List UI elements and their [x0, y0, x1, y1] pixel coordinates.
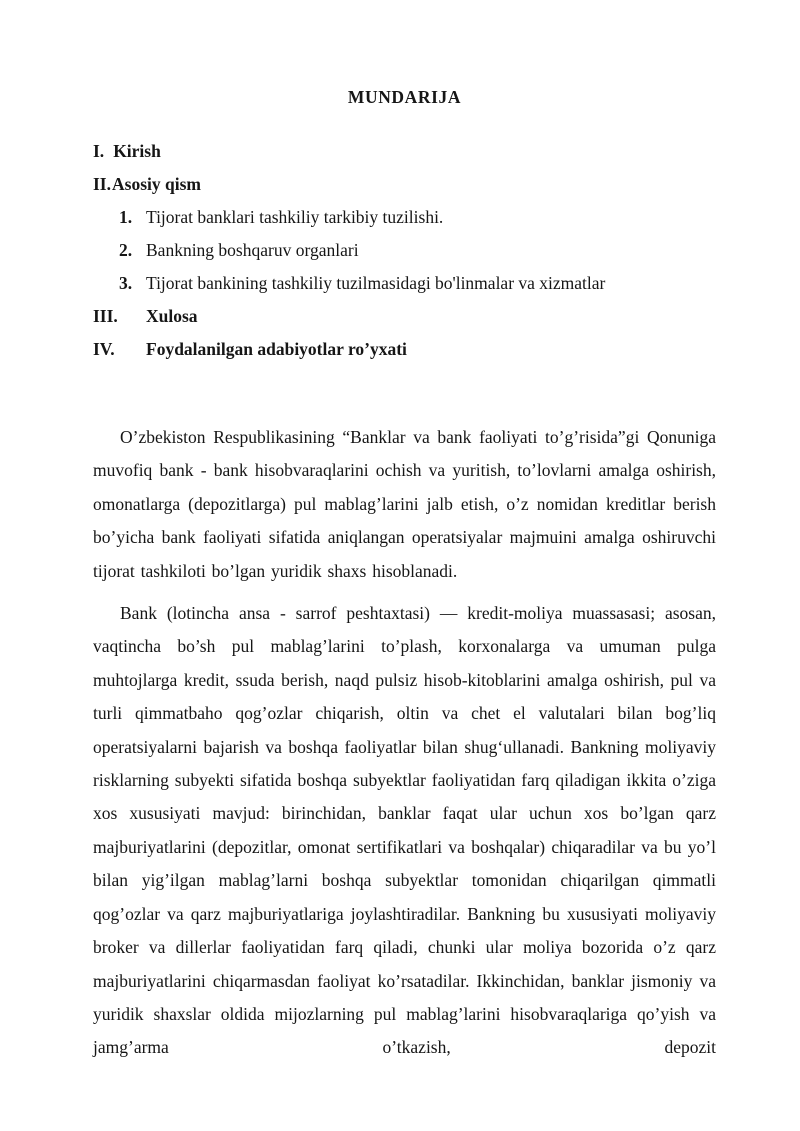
toc-item-asosiy-qism	[93, 168, 716, 201]
toc-label: Foydalanilgan adabiyotlar ro’yxati	[146, 339, 407, 359]
paragraph-bank-definition: O’zbekiston Respublikasining “Banklar va bank faoliyati to’g’risida”gi Qonuniga muvofiq bank - bank hisobvaraqlarini ochish va yuritish, to’lovlarni amalga oshirish, omonatlarga (depozitlarga) pul mablag’larini jalb etish, o’z nomidan kreditlar berish bo’yicha bank faoliyati sifatida aniqlangan operatsiyalar majmuini amalga oshiruvchi tijorat tashkiloti bo’lgan yuridik shaxs hisoblanadi.	[93, 427, 716, 581]
body-text	[93, 421, 716, 1065]
toc-item-adabiyotlar	[93, 333, 716, 366]
toc-label: Kirish	[113, 141, 161, 161]
toc-label: Tijorat banklari tashkiliy tarkibiy tuzilishi.	[146, 207, 444, 227]
toc-numeral: IV.	[93, 339, 115, 359]
toc-label: Tijorat bankining tashkiliy tuzilmasidagi bo'linmalar va xizmatlar	[146, 273, 606, 293]
toc-item-2	[93, 234, 716, 267]
toc-label: Bankning boshqaruv organlari	[146, 240, 359, 260]
toc-label: Xulosa	[146, 306, 198, 326]
toc-numeral: 1.	[119, 207, 133, 227]
paragraph-bank-description: Bank (lotincha ansa - sarrof peshtaxtasi) — kredit-moliya muassasasi; asosan, vaqtincha bo’sh pul mablag’larini to’plash, korxonalarga va umuman pulga muhtojlarga kredit, ssuda berish, naqd pulsiz hisob-kitoblarini amalga oshirish, pul va turli qimmatbaho qog’ozlar chiqarish, oltin va chet el valutalari bilan bog’liq operatsiyalarni bajarish va boshqa faoliyatlar bilan shug‘ullanadi. Bankning moliyaviy risklarning subyekti sifatida boshqa subyektlar faoliyatidan farq qiladigan ikkita o’ziga xos xususiyati mavjud: birinchidan, banklar faqat ular uchun xos bo’lgan qarz majburiyatlarini (depozitlar, omonat sertifikatlari va boshqalar) chiqaradilar va bu yo’l bilan yig’ilgan mablag’larni boshqa subyektlar tomonidan chiqarilgan qimmatli qog’ozlar va qarz majburiyatlariga joylashtiradilar. Bankning bu xususiyati moliyaviy broker va dillerlar faoliyatidan farq qiladi, chunki ular moliya bozorida o’z qarz majburiyatlarini chiqarmasdan faoliyat ko’rsatadilar. Ikkinchidan, banklar jismoniy va yuridik shaxslar oldida mijozlarning pul mablag’larini hisobvaraqlariga qo’yish va jamg’arma o’tkazish, depozit	[93, 603, 716, 1058]
toc-item-xulosa	[93, 300, 716, 333]
toc-numeral: 3.	[119, 273, 133, 293]
toc-numeral: II.	[93, 174, 111, 194]
toc-item-1	[93, 201, 716, 234]
toc-numeral: III.	[93, 306, 118, 326]
table-of-contents	[93, 135, 716, 366]
toc-item-kirish	[93, 135, 716, 168]
toc-numeral: I.	[93, 141, 105, 161]
toc-numeral: 2.	[119, 240, 133, 260]
page-title: MUNDARIJA	[347, 87, 462, 107]
toc-item-3	[93, 267, 716, 300]
toc-label: Asosiy qism	[112, 174, 201, 194]
